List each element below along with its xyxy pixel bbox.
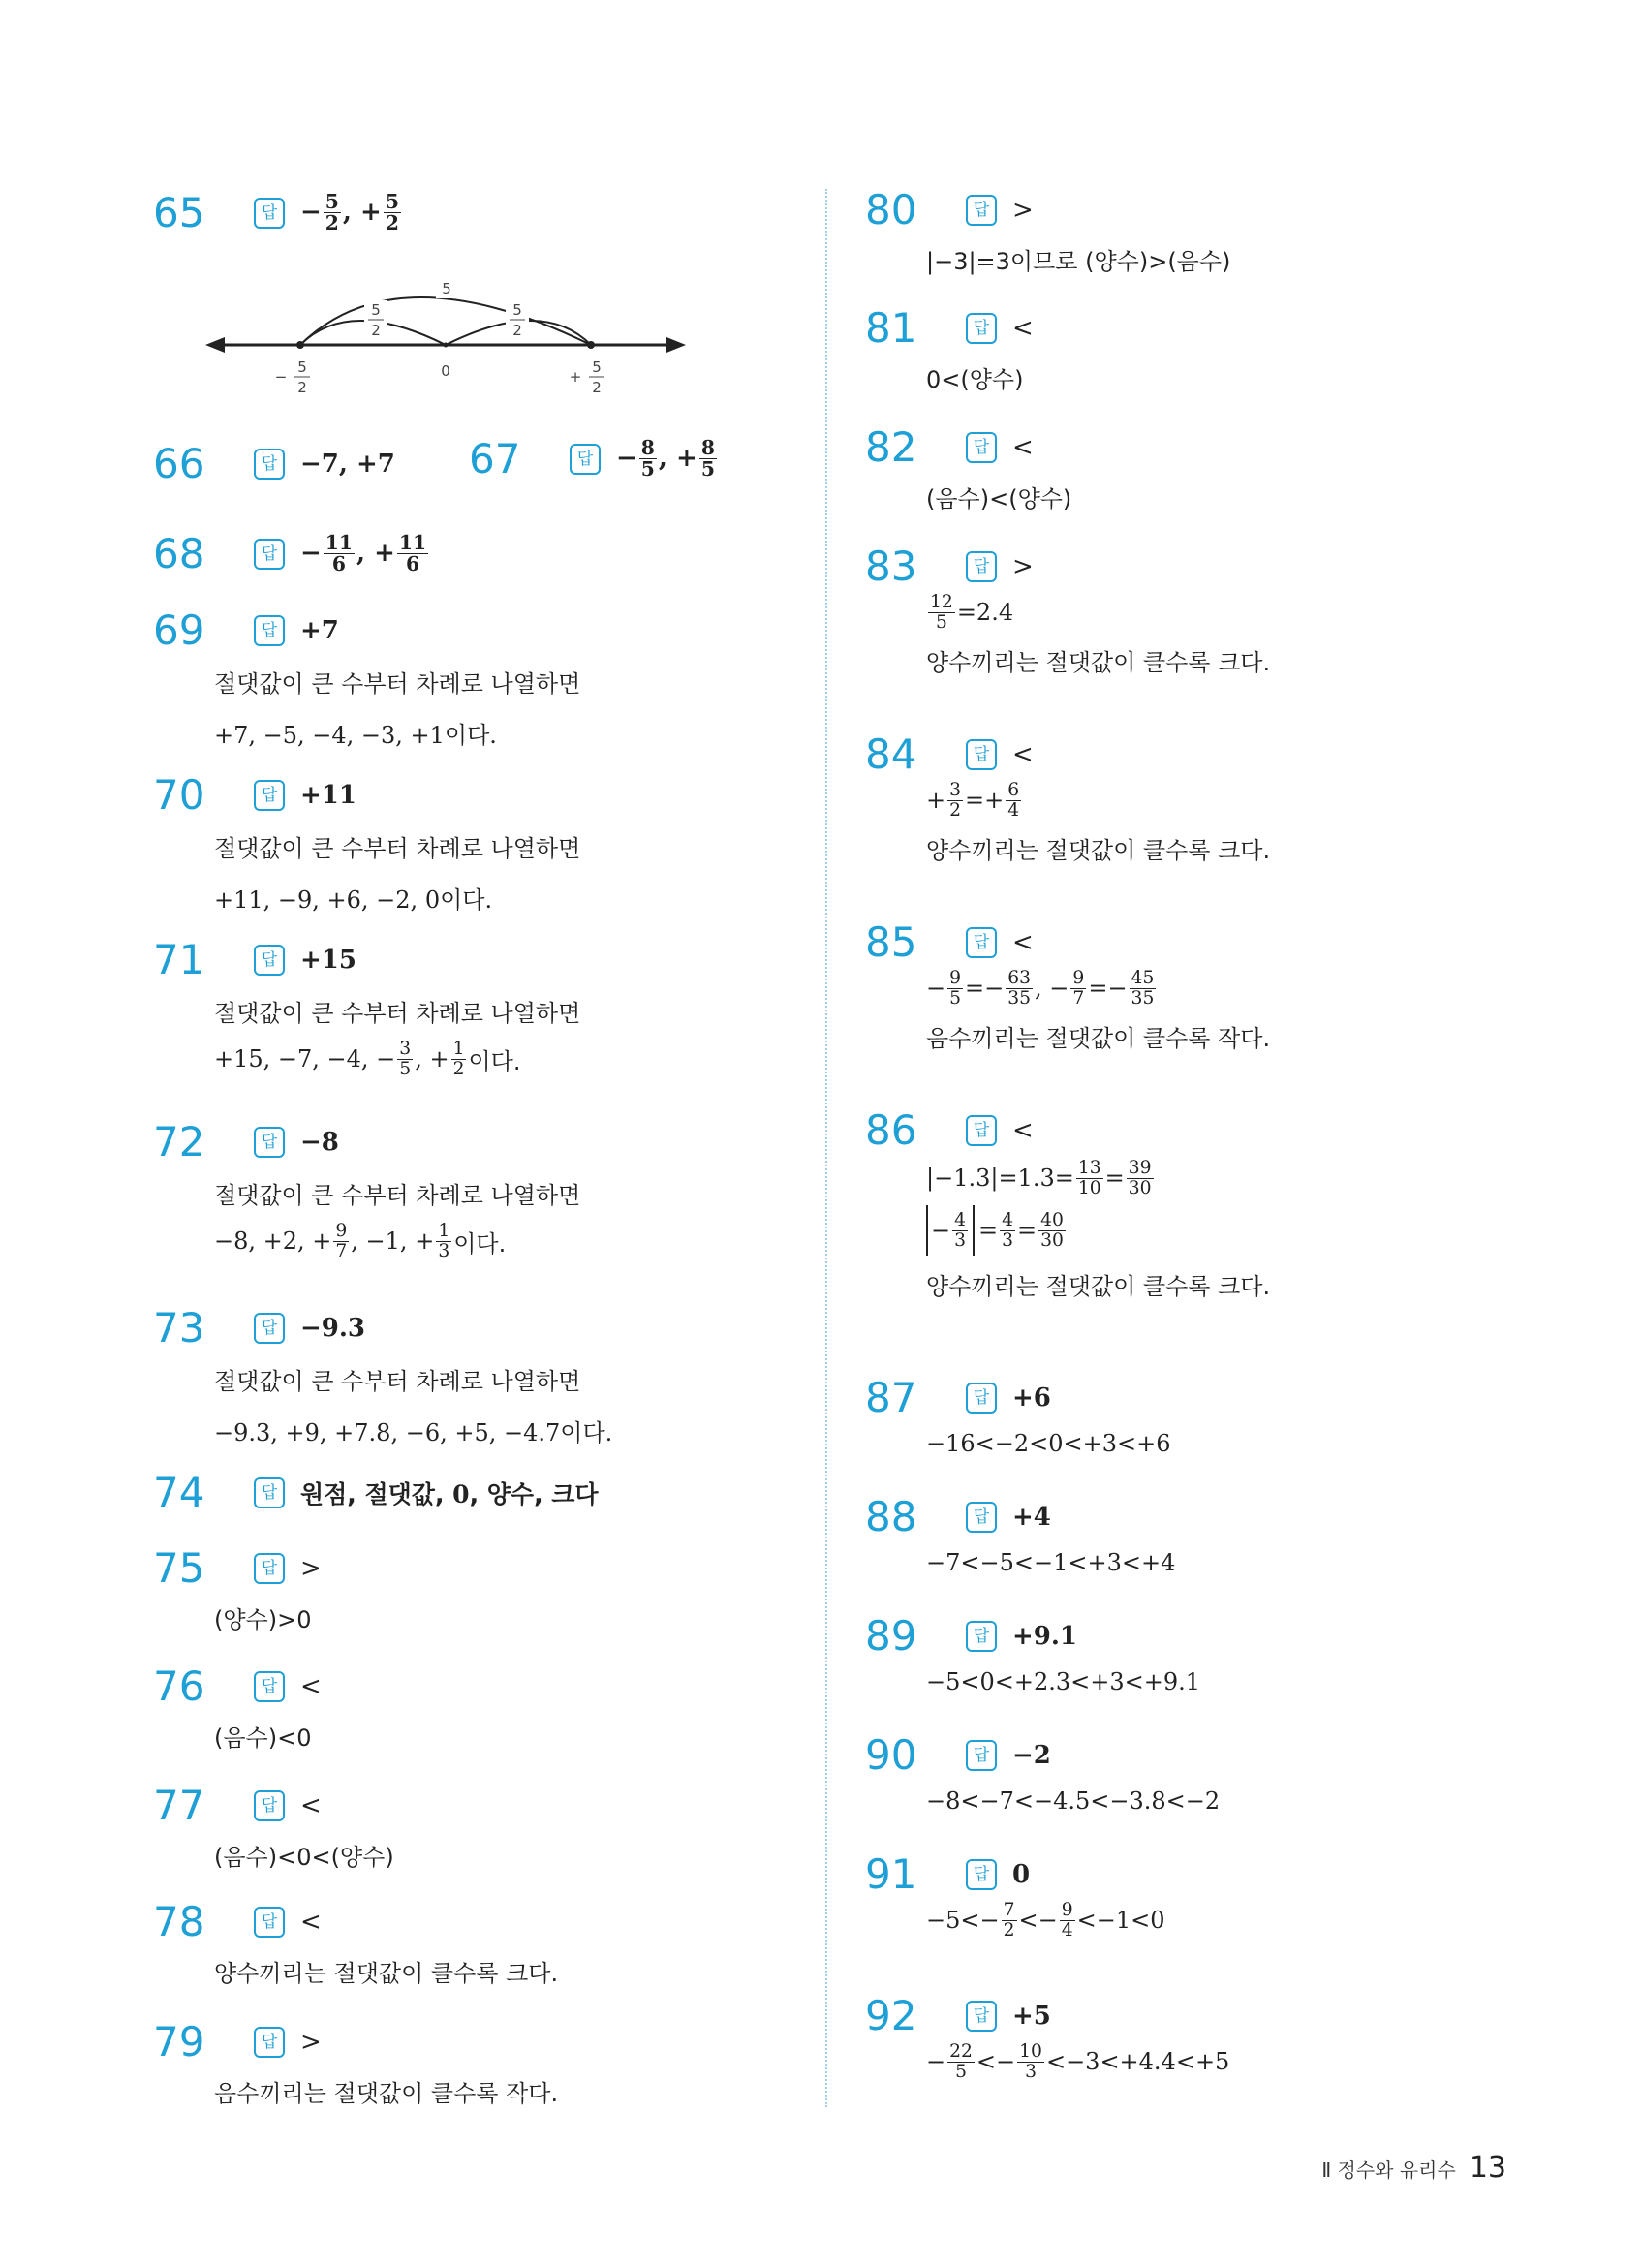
answer-badge: 답	[254, 1313, 285, 1344]
problem-77	[153, 1782, 394, 1872]
answer-badge: 답	[966, 1621, 997, 1652]
problem-76	[153, 1662, 322, 1753]
problem-91	[865, 1850, 1165, 1941]
problem-number: 71	[153, 936, 205, 983]
answer: <	[300, 1908, 322, 1937]
answer: +15	[300, 946, 356, 975]
problem-85	[865, 918, 1271, 1053]
problem-number: 75	[153, 1544, 205, 1592]
tick-right-sign: +	[569, 368, 582, 386]
problem-88	[865, 1493, 1176, 1576]
tick-right-num: 5	[592, 358, 602, 376]
answer-badge: 답	[254, 1477, 285, 1508]
explanation-line: −9.3, +9, +7.8, −6, +5, −4.7이다.	[214, 1419, 613, 1446]
problem-number: 87	[865, 1374, 917, 1421]
answer-badge: 답	[966, 2001, 997, 2032]
problem-65	[153, 188, 403, 236]
tick-left-den: 2	[297, 379, 307, 396]
answer-badge: 답	[254, 198, 285, 229]
problem-number: 91	[865, 1850, 917, 1898]
problem-number: 69	[153, 606, 205, 654]
answer: <	[300, 1791, 322, 1820]
problem-89	[865, 1612, 1201, 1695]
answer-badge: 답	[966, 1859, 997, 1890]
explanation-line: +7, −5, −4, −3, +1이다.	[214, 722, 497, 749]
answer-badge: 답	[966, 739, 997, 770]
problem-number: 66	[153, 440, 205, 487]
answer-badge: 답	[966, 1740, 997, 1771]
problem-number: 77	[153, 1782, 205, 1829]
column-divider	[825, 189, 827, 2107]
point-left	[296, 341, 304, 349]
problem-number: 78	[153, 1898, 205, 1945]
tick-right-den: 2	[592, 379, 602, 396]
explanation-line: − $\frac{22}{5}$ <− $\frac{10}{3}$ <−3<+4.4<+5	[926, 2041, 1230, 2082]
problem-number: 67	[469, 434, 521, 482]
answer-badge: 답	[254, 1553, 285, 1584]
problem-79	[153, 2018, 559, 2108]
explanation-line: 양수끼리는 절댓값이 클수록 크다.	[926, 837, 1271, 865]
explanation-line: (음수)<(양수)	[926, 485, 1072, 513]
answer-badge: 답	[254, 1671, 285, 1702]
explanation-line: − $\frac{4}{3}$ = $\frac{4}{3}$ = $\frac{40}{30}$	[926, 1205, 1270, 1256]
problem-68	[153, 529, 430, 577]
arrow-right-icon	[666, 337, 686, 353]
problem-92	[865, 1992, 1230, 2082]
number-line-diagram	[203, 260, 688, 405]
answer: −2	[1012, 1741, 1051, 1770]
explanation-line: +15, −7, −4, − $\frac{3}{5}$ , + $\frac{1}{2}$ 이다.	[214, 1039, 521, 1079]
tick-left-num: 5	[297, 358, 307, 376]
problem-74	[153, 1469, 599, 1516]
problem-number: 92	[865, 1992, 917, 2039]
problem-87	[865, 1374, 1171, 1457]
arc-label-right-num: 5	[512, 301, 522, 319]
point-zero	[444, 343, 449, 348]
problem-number: 68	[153, 529, 205, 577]
answer-badge: 답	[254, 539, 285, 570]
problem-78	[153, 1898, 559, 1988]
problem-81	[865, 304, 1034, 394]
explanation-line: 양수끼리는 절댓값이 클수록 크다.	[926, 649, 1271, 677]
problem-83	[865, 543, 1271, 677]
problem-72	[153, 1118, 581, 1261]
problem-86	[865, 1106, 1271, 1301]
explanation-line: |−3|=3이므로 (양수)>(음수)	[926, 248, 1231, 275]
problem-66	[153, 440, 395, 487]
explanation-line: |−1.3|=1.3= $\frac{13}{10}$ = $\frac{39}{30}$	[926, 1158, 1152, 1198]
problem-71	[153, 936, 581, 1079]
arc-label-left-num: 5	[371, 301, 381, 319]
problem-number: 84	[865, 730, 917, 778]
answer: − $\frac{8}{5}$ , + $\frac{8}{5}$	[616, 436, 715, 482]
answer-badge: 답	[254, 945, 285, 976]
problem-90	[865, 1731, 1221, 1815]
explanation-line: 절댓값이 큰 수부터 차례로 나열하면	[214, 1000, 581, 1027]
problem-82	[865, 423, 1072, 513]
explanation-line: −5<− $\frac{7}{2}$ <− $\frac{9}{4}$ <−1<0	[926, 1900, 1165, 1941]
problem-number: 65	[153, 188, 205, 236]
answer: − $\frac{5}{2}$ , + $\frac{5}{2}$	[300, 190, 399, 235]
problem-number: 89	[865, 1612, 917, 1660]
answer-badge: 답	[254, 1790, 285, 1821]
answer-badge: 답	[570, 444, 601, 475]
explanation-line: −7<−5<−1<+3<+4	[926, 1549, 1176, 1576]
answer: <	[1012, 740, 1034, 769]
explanation-line: − $\frac{9}{5}$ =− $\frac{63}{35}$ , − $\frac{9}{7}$ =− $\frac{45}{35}$	[926, 968, 1155, 1009]
explanation-line: 절댓값이 큰 수부터 차례로 나열하면	[214, 1368, 581, 1395]
answer: <	[1012, 314, 1034, 343]
answer-badge: 답	[254, 449, 285, 480]
explanation-line: (음수)<0<(양수)	[214, 1844, 394, 1871]
explanation-line: −8<−7<−4.5<−3.8<−2	[926, 1787, 1221, 1815]
answer-badge: 답	[966, 551, 997, 582]
absolute-value: − $\frac{4}{3}$	[926, 1205, 975, 1256]
problem-84	[865, 730, 1271, 865]
problem-70	[153, 771, 581, 915]
problem-75	[153, 1544, 322, 1634]
tick-left-sign: −	[274, 368, 288, 386]
point-right	[587, 341, 595, 349]
answer-badge: 답	[966, 313, 997, 344]
problem-number: 73	[153, 1304, 205, 1351]
problem-number: 70	[153, 771, 205, 819]
answer-badge: 답	[966, 1115, 997, 1146]
answer-badge: 답	[254, 780, 285, 811]
explanation-line: +11, −9, +6, −2, 0이다.	[214, 886, 493, 914]
problem-80	[865, 186, 1231, 276]
answer-badge: 답	[254, 1907, 285, 1938]
problem-69	[153, 606, 581, 750]
explanation-line: 양수끼리는 절댓값이 클수록 크다.	[214, 1960, 559, 1987]
page-footer	[1321, 2151, 1506, 2185]
problem-number: 82	[865, 423, 917, 471]
answer: <	[1012, 433, 1034, 462]
problem-number: 86	[865, 1106, 917, 1154]
problem-73	[153, 1304, 613, 1447]
explanation-line: + $\frac{3}{2}$ =+ $\frac{6}{4}$	[926, 780, 1020, 821]
problem-number: 74	[153, 1469, 205, 1516]
explanation-line: (양수)>0	[214, 1606, 312, 1633]
answer: +6	[1012, 1383, 1051, 1413]
explanation-line: 음수끼리는 절댓값이 클수록 작다.	[214, 2080, 559, 2107]
explanation-line: −8, +2, + $\frac{9}{7}$ , −1, + $\frac{1}{3}$ 이다.	[214, 1221, 507, 1261]
explanation-line: 음수끼리는 절댓값이 클수록 작다.	[926, 1025, 1271, 1053]
answer-badge: 답	[966, 432, 997, 463]
explanation-line: −16<−2<0<+3<+6	[926, 1430, 1171, 1457]
explanation-line: (음수)<0	[214, 1724, 312, 1752]
arrow-left-icon	[205, 337, 225, 353]
explanation-line: 양수끼리는 절댓값이 클수록 크다.	[926, 1273, 1271, 1301]
answer: +4	[1012, 1503, 1051, 1532]
answer-badge: 답	[254, 2027, 285, 2058]
answer: >	[300, 1554, 322, 1583]
problem-number: 90	[865, 1731, 917, 1779]
answer-badge: 답	[254, 615, 285, 646]
problem-number: 76	[153, 1662, 205, 1710]
answer-badge: 답	[966, 195, 997, 226]
answer-badge: 답	[966, 927, 997, 958]
answer: +5	[1012, 2002, 1051, 2031]
answer: 원점, 절댓값, 0, 양수, 크다	[300, 1480, 599, 1508]
problem-number: 80	[865, 186, 917, 233]
answer: +11	[300, 781, 356, 810]
page-number: 13	[1469, 2151, 1506, 2185]
answer: >	[1012, 196, 1034, 225]
problem-number: 72	[153, 1118, 205, 1165]
answer: −7, +7	[300, 450, 395, 479]
answer: <	[1012, 928, 1034, 957]
answer: <	[1012, 1116, 1034, 1145]
answer-badge: 답	[966, 1502, 997, 1533]
answer-badge: 답	[254, 1127, 285, 1158]
answer: −9.3	[300, 1314, 366, 1343]
explanation-line: −5<0<+2.3<+3<+9.1	[926, 1668, 1201, 1695]
explanation-line: $\frac{12}{5}$ =2.4	[930, 592, 1014, 633]
explanation-line: 절댓값이 큰 수부터 차례로 나열하면	[214, 670, 581, 698]
answer: >	[1012, 552, 1034, 581]
answer: <	[300, 1672, 322, 1701]
problem-number: 83	[865, 543, 917, 590]
answer: 0	[1012, 1860, 1031, 1889]
explanation-line: 절댓값이 큰 수부터 차례로 나열하면	[214, 1182, 581, 1209]
problem-number: 85	[865, 918, 917, 966]
answer: −8	[300, 1128, 339, 1157]
tick-zero: 0	[441, 362, 450, 380]
answer: >	[300, 2028, 322, 2057]
arc-label-right-den: 2	[512, 322, 522, 339]
explanation-line: 0<(양수)	[926, 366, 1024, 393]
answer: +9.1	[1012, 1622, 1078, 1651]
problem-number: 81	[865, 304, 917, 352]
answer-badge: 답	[966, 1383, 997, 1414]
problem-number: 88	[865, 1493, 917, 1540]
problem-number: 79	[153, 2018, 205, 2066]
arc-label-left-den: 2	[371, 322, 381, 339]
answer: − $\frac{11}{6}$ , + $\frac{11}{6}$	[300, 531, 427, 576]
chapter-title: Ⅱ 정수와 유리수	[1321, 2159, 1456, 2182]
problem-67	[469, 434, 719, 482]
arc-label-top: 5	[442, 280, 451, 297]
answer: +7	[300, 616, 339, 645]
explanation-line: 절댓값이 큰 수부터 차례로 나열하면	[214, 835, 581, 862]
